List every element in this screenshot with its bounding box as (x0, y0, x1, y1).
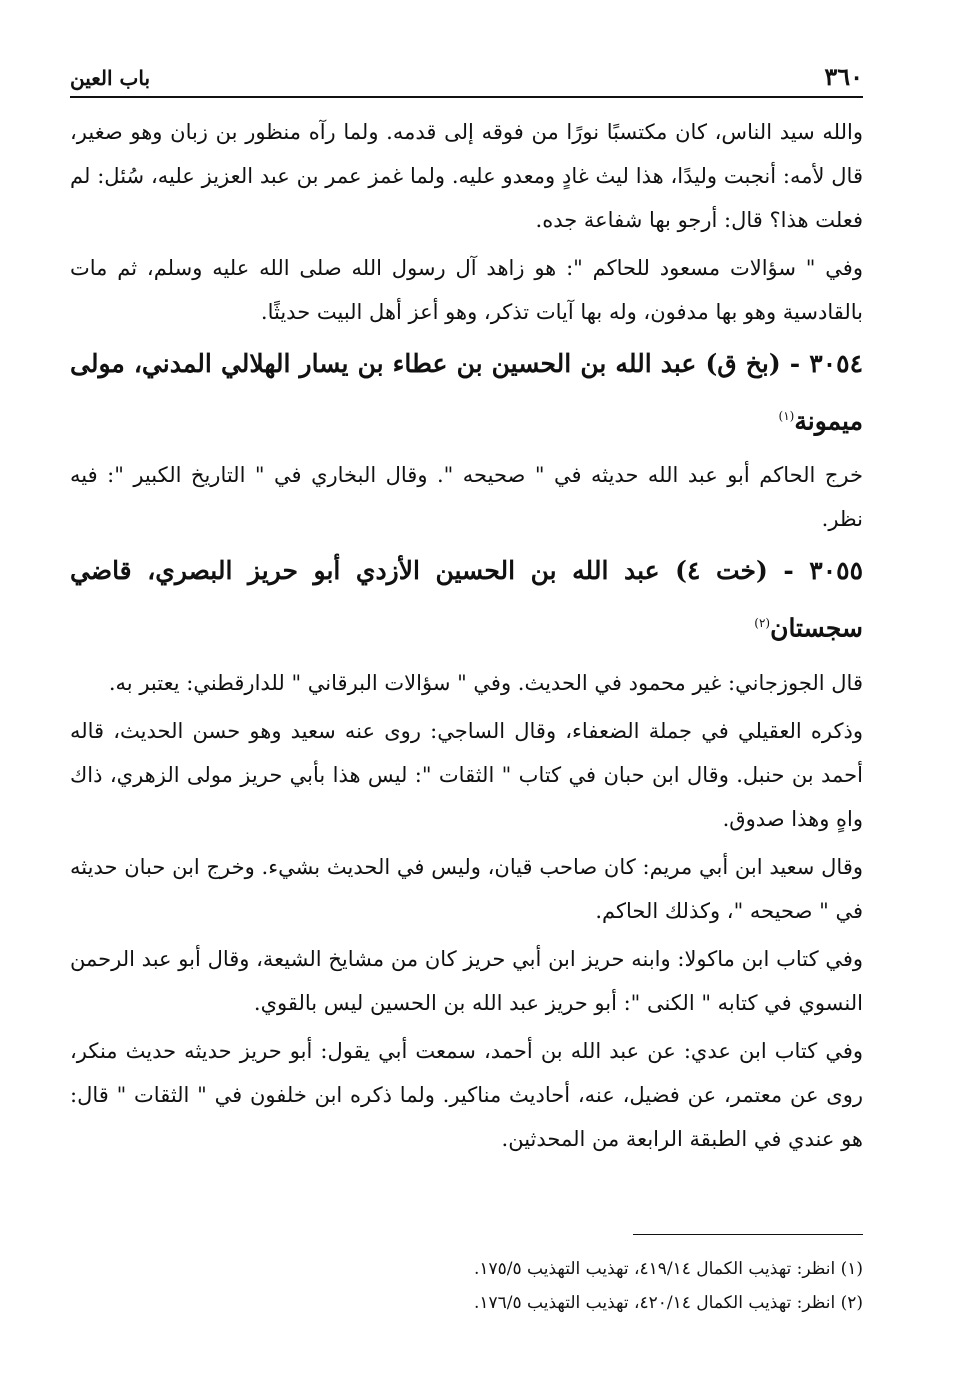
paragraph: خرج الحاكم أبو عبد الله حديثه في " صحيحه ". وقال البخاري في " التاريخ الكبير ": فيه نظر. (70, 463, 863, 532)
paragraph: والله سيد الناس، كان مكتسبًا نورًا من فوقه إلى قدمه. ولما رآه منظور بن زبان وهو صغير، قال لأمه: أنجبت وليدًا، هذا ليث غادٍ ومعدو عليه. ولما غمز عمر بن عبد العزيز عليه، سُئل: لم فعلت هذا؟ قال: أرجو بها شفاعة جده. (70, 120, 863, 232)
entry-heading-text: ٣٠٥٥ - (خت ٤) عبد الله بن الحسين الأزدي أبو حريز البصري، قاضي سجستان (70, 556, 863, 643)
paragraph: قال الجوزجاني: غير محمود في الحديث. وفي " سؤالات البرقاني " للدارقطني: يعتبر به. (108, 670, 863, 695)
footnote-ref-2[interactable]: (٢) (754, 616, 771, 631)
entry-heading-text: ٣٠٥٤ - (بخ ق) عبد الله بن الحسين بن عطاء بن يسار الهلالي المدني، مولى ميمونة (70, 349, 863, 436)
footnote-ref-1[interactable]: (١) (778, 409, 795, 423)
footnote-divider (633, 1234, 863, 1235)
footnote-1: (١) انظر: تهذيب الكمال ٤١٩/١٤، تهذيب التهذيب ١٧٥/٥. (473, 1259, 863, 1279)
footnote-2: (٢) انظر: تهذيب الكمال ٤٢٠/١٤، تهذيب التهذيب ١٧٦/٥. (473, 1293, 863, 1313)
page-number: ٣٦٠ (824, 62, 863, 91)
section-title: باب العين (70, 66, 151, 90)
body-text (70, 110, 863, 1161)
running-header (70, 62, 863, 98)
paragraph: وفي " سؤالات مسعود للحاكم ": هو زاهد آل رسول الله صلى الله عليه وسلم، ثم مات بالقادسية وهو بها مدفون، وله بها آيات تذكر، وهو أعز أهل البيت حديثًا. (70, 256, 863, 324)
paragraph: وفي كتاب ابن ماكولا: وابنه حريز ابن أبي حريز كان من مشايخ الشيعة، وقال أبو عبد الرحمن النسوي في كتابه " الكنى ": أبو حريز عبد الله بن الحسين ليس بالقوي. (70, 946, 863, 1015)
entry-heading-3054 (70, 338, 863, 447)
paragraph: وقال سعيد ابن أبي مريم: كان صاحب قيان، وليس في الحديث بشيء. وخرج ابن حبان حديثه في " صحيحه "، وكذلك الحاكم. (70, 854, 863, 923)
page (70, 62, 863, 1377)
paragraph: وذكره العقيلي في جملة الضعفاء، وقال الساجي: روى عنه سعيد وهو حسن الحديث، قاله أحمد بن حنبل. وقال ابن حبان في كتاب " الثقات ": ليس هذا بأبي حريز مولى الزهري، ذاك واهٍ وهذا صدوق. (70, 718, 863, 831)
footnotes (70, 1252, 863, 1320)
paragraph: وفي كتاب ابن عدي: عن عبد الله بن أحمد، سمعت أبي يقول: أبو حريز حديثه حديث منكر، روى عن معتمر، عن فضيل، عنه، أحاديث مناكير. ولما ذكره ابن خلفون في " الثقات " قال: هو عندي في الطبقة الرابعة من المحدثين. (70, 1038, 863, 1151)
entry-heading-3055 (70, 545, 863, 654)
